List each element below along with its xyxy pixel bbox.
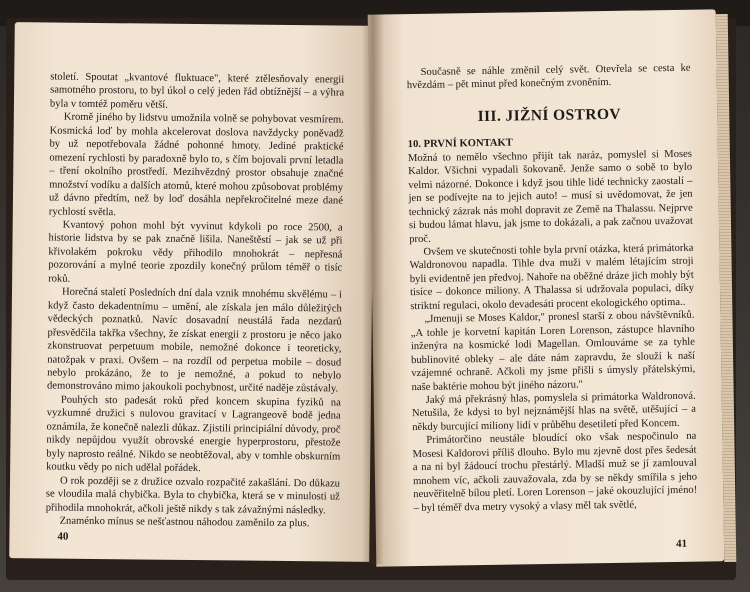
book-gutter [362,14,384,564]
left-paragraph-7: Znaménko mínus se nešťastnou náhodou zaměnilo za plus. [59,515,310,530]
chapter-title: III. JIŽNÍ OSTROV [477,105,622,125]
section-title: 10. PRVNÍ KONTAKT [407,137,513,151]
right-page-text [406,62,697,515]
left-paragraph-1: století. Spoutat „kvantové fluktuace", které ztělesňovaly energii samotného prostoru, to byl úkol o celý jeden řád obtížnější – a výhra byla v tomtéž poměru větší. [49,71,345,111]
right-paragraph-4: Jaký má překrásný hlas, pomyslela si primátorka Waldronová. Netušila, že kdysi to byl nejznámější hlas na světě, utěšující – a někdy burcující miliony lidí v průběhu desetiletí před Koncem. [411,390,697,433]
right-paragraph-2: Ovšem ve skutečnosti tohle byla první otázka, která primátorka Waldronovou napadla. Tihle dva muži v malém létajícím stroji byli evidentně jen předvoj. Nahoře na oběžné dráze jich mohly být tisíce – dokonce miliony. A Thalassa si udržovala populaci, díky striktní regulaci, okolo devadesáti procent ekologického optima.. [409,242,695,312]
left-page-number: 40 [57,530,69,543]
right-paragraph-1: Možná to nemělo všechno přijít tak naráz, pomyslel si Moses Kaldor. Všichni vypadali šokovaně. Jenže samo o sobě to bylo velmi názorné. Dokonce i když jsou tihle lidé technicky zaostalí – jen se podívejte na to jejich auto! – musí si uvědomovat, že jen technický zázrak nás mohl dopravit ze Země na Thalassu. Nejprve si budou lámat hlavu, jak jsme to dokázali, a pak začnou uvažovat proč. [407,148,694,245]
right-paragraph-5: Primátorčino neustále bloudící oko však nespočinulo na Mosesi Kaldorovi příliš dlouho. Bylo mu zjevně dost přes šedesát a na ni byl žádoucí trochu přestárlý. Mladší muž se jí zamlouval mnohem víc, ačkoli zauvažovala, zda by se někdy smířila s jeho neuvěřitelně bílou pletí. Loren Lorenson – jaké okouzlující jméno! – byl téměř dva metry vysoký a vlasy měl tak světlé, [412,430,698,514]
left-paragraph-6: O rok později se z družice ozvalo rozpačité zakašlání. Do důkazu se vloudila malá chybička. Byla to chybička, která se v minulosti už přihodila mnohokrát, ačkoli ještě nikdy s tak závažnými následky. [45,475,341,516]
left-paragraph-4: Horečná staletí Posledních dní dala vznik mnohému skvělému – i když často dekadentnímu – umění, ale získala jen málo důležitých vědeckých poznatků. Navíc dosavadní neustálá řada nezdarů přesvědčila takřka všechny, že získat energii z prostoru je něco jako zkonstruovat perpetuum mobile, nemožné dokonce i teoreticky, natožpak v praxi. Ovšem – na rozdíl od perpetua mobile – dosud nebylo prokázáno, že to je nemožné, a pokud to nebylo demonstrováno mimo jakoukoli pochybnost, určité naděje zůstávaly. [46,286,343,395]
right-intro-paragraph: Současně se náhle změnil celý svět. Otevřela se cesta ke hvězdám – pět minut před konečným zvoněním. [406,62,691,92]
right-paragraph-3: „Jmenuji se Moses Kaldor," pronesl starší z obou návštěvníků. „A tohle je korvetní kapitán Loren Lorenson, zástupce hlavního inženýra na kosmické lodi Magellan. Omlouváme se za tyhle bublinovité obleky – ale dáte nám zapravdu, že slouží k naší vzájemné ochraně. Ačkoli my jsme přišli s úmysly přátelskými, naše baktérie mohou být jiného názoru." [410,309,696,393]
left-paragraph-5: Pouhých sto padesát roků před koncem skupina fyziků na vyzkumné družici s nulovou gravitací v Lagrangeově bodě jedna oznámila, že konečně nalezli důkaz. Zjistili principiální důvody, proč nikdy nepůjdou využít obrovské energie hyperprostoru, přestože byly naprosto reálné. Nikdo se neobtěžoval, aby v tomhle obskurním koutku vědy po nich udělal pořádek. [46,394,341,475]
left-page [9,22,375,562]
left-paragraph-2: Kromě jiného by lidstvu umožnila volně se pohybovat vesmírem. Kosmická loď by mohla akcelerovat doslova navždycky poněvadž by už nepotřebovala žádné pohonné hmoty. Jediné praktické omezení rychlosti by paradoxně bylo to, s čím bojovali první letadla – tření okolního prostředí. Mezihvězdný prostor obsahuje značné množství vodíku a dalších atomů, které mohou způsobovat problémy už dávno předtím, než by loď dosáhla nepřekročitelné meze dané rychlostí světla. [48,112,344,218]
left-page-text [46,71,345,531]
right-page-number: 41 [675,537,688,550]
left-paragraph-3: Kvantový pohon mohl být vyvinut kdykoli po roce 2500, a historie lidstva by se pak značně lišila. Naneštěstí – jak se už při křivolakém pokroku vědy přihodilo mnohokrát – nepřesná pozorování a mylné teorie zpozdily konečný průlom téměř o tisíc roků. [48,219,343,285]
right-page [368,9,725,566]
